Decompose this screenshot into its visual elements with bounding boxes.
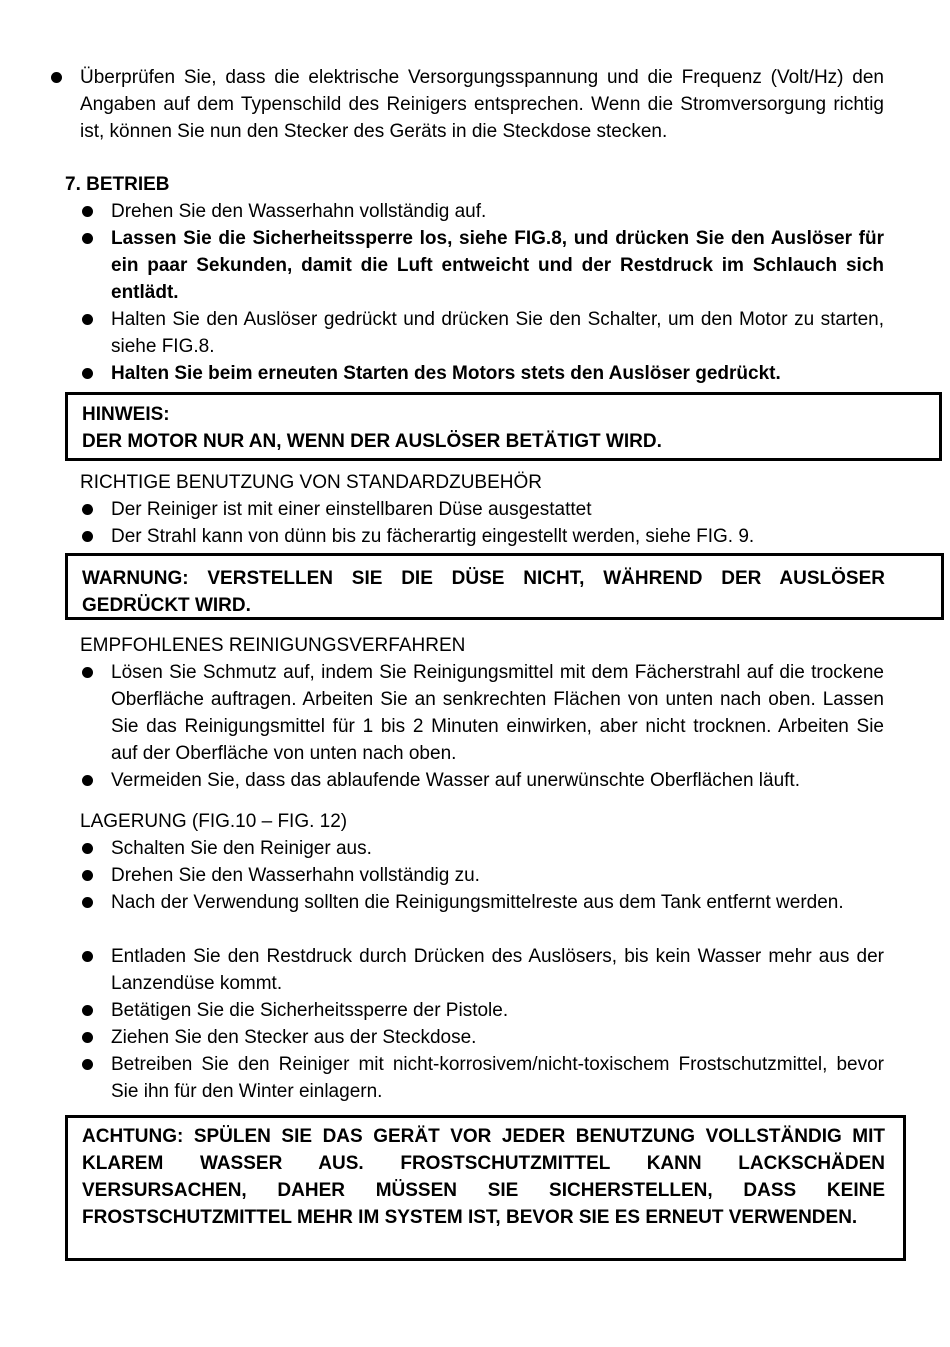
lagerung-bullet-6: Ziehen Sie den Stecker aus der Steckdose. xyxy=(111,1027,477,1048)
betrieb-bullet-4: Halten Sie beim erneuten Starten des Motors stets den Auslöser gedrückt. xyxy=(111,363,781,384)
achtung-box xyxy=(65,1115,906,1261)
zubehoer-bullet-2: Der Strahl kann von dünn bis zu fächerartig eingestellt werden, siehe FIG. 9. xyxy=(111,526,755,547)
verfahren-heading: EMPFOHLENES REINIGUNGSVERFAHREN xyxy=(80,635,466,656)
hinweis-box xyxy=(65,392,942,461)
bullet-dot xyxy=(82,843,93,854)
section-heading: 7. BETRIEB xyxy=(65,174,170,195)
hinweis-title: HINWEIS: xyxy=(82,404,170,425)
betrieb-bullet-2: Lassen Sie die Sicherheitssperre los, siehe FIG.8, und drücken Sie den Auslöser für ein paar Sekunden, damit die Luft entweicht und der Restdruck im Schlauch sich entlädt. xyxy=(111,228,884,303)
lagerung-bullet-5: Betätigen Sie die Sicherheitssperre der Pistole. xyxy=(111,1000,509,1021)
bullet-dot xyxy=(82,206,93,217)
bullet-dot xyxy=(82,504,93,515)
bullet-dot xyxy=(82,233,93,244)
hinweis-text: DER MOTOR NUR AN, WENN DER AUSLÖSER BETÄTIGT WIRD. xyxy=(82,431,662,452)
bullet-dot xyxy=(82,775,93,786)
lagerung-bullet-2: Drehen Sie den Wasserhahn vollständig zu. xyxy=(111,865,480,886)
warnung-text: WARNUNG: VERSTELLEN SIE DIE DÜSE NICHT, WÄHREND DER AUSLÖSER GEDRÜCKT WIRD. xyxy=(82,568,885,616)
zubehoer-heading: RICHTIGE BENUTZUNG VON STANDARDZUBEHÖR xyxy=(80,472,543,493)
bullet-dot xyxy=(82,1032,93,1043)
bullet-dot xyxy=(82,314,93,325)
bullet-dot xyxy=(82,870,93,881)
lagerung-bullet-3: Nach der Verwendung sollten die Reinigungsmittelreste aus dem Tank entfernt werden. xyxy=(111,892,844,913)
lagerung-bullet-4: Entladen Sie den Restdruck durch Drücken des Auslösers, bis kein Wasser mehr aus der Lanzendüse kommt. xyxy=(111,946,884,994)
verfahren-bullet-2: Vermeiden Sie, dass das ablaufende Wasser auf unerwünschte Oberflächen läuft. xyxy=(111,770,800,791)
betrieb-bullet-1: Drehen Sie den Wasserhahn vollständig auf. xyxy=(111,201,487,222)
bullet-dot xyxy=(82,1059,93,1070)
bullet-dot xyxy=(82,897,93,908)
zubehoer-bullet-1: Der Reiniger ist mit einer einstellbaren Düse ausgestattet xyxy=(111,499,592,520)
bullet-dot xyxy=(82,531,93,542)
achtung-text: ACHTUNG: SPÜLEN SIE DAS GERÄT VOR JEDER BENUTZUNG VOLLSTÄNDIG MIT KLAREM WASSER AUS. FROSTSCHUTZMITTEL KANN LACKSCHÄDEN VERSURSACHEN, DAHER MÜSSEN SIE SICHERSTELLEN, DASS KEINE FROSTSCHUTZMITTEL MEHR IM SYSTEM IST, BEVOR SIE ES ERNEUT VERWENDEN. xyxy=(82,1126,885,1228)
betrieb-bullet-3: Halten Sie den Auslöser gedrückt und drücken Sie den Schalter, um den Motor zu starten, siehe FIG.8. xyxy=(111,309,884,357)
intro-bullet-text: Überprüfen Sie, dass die elektrische Versorgungsspannung und die Frequenz (Volt/Hz) den Angaben auf dem Typenschild des Reinigers entsprechen. Wenn die Stromversorgung richtig ist, können Sie nun den Stecker des Geräts in die Steckdose stecken. xyxy=(80,67,884,142)
lagerung-bullet-1: Schalten Sie den Reiniger aus. xyxy=(111,838,372,859)
bullet-dot xyxy=(82,368,93,379)
bullet-dot xyxy=(82,951,93,962)
lagerung-bullet-7: Betreiben Sie den Reiniger mit nicht-korrosivem/nicht-toxischem Frostschutzmittel, bevor Sie ihn für den Winter einlagern. xyxy=(111,1054,884,1102)
lagerung-heading: LAGERUNG (FIG.10 – FIG. 12) xyxy=(80,811,348,832)
bullet-dot xyxy=(82,1005,93,1016)
warnung-box xyxy=(65,553,944,620)
bullet-dot xyxy=(82,667,93,678)
bullet-dot xyxy=(51,72,62,83)
verfahren-bullet-1: Lösen Sie Schmutz auf, indem Sie Reinigungsmittel mit dem Fächerstrahl auf die trockene Oberfläche auftragen. Arbeiten Sie an senkrechten Flächen von unten nach oben. Lassen Sie das Reinigungsmittel für 1 bis 2 Minuten einwirken, aber nicht trocknen. Arbeiten Sie auf der Oberfläche von unten nach oben. xyxy=(111,662,884,764)
